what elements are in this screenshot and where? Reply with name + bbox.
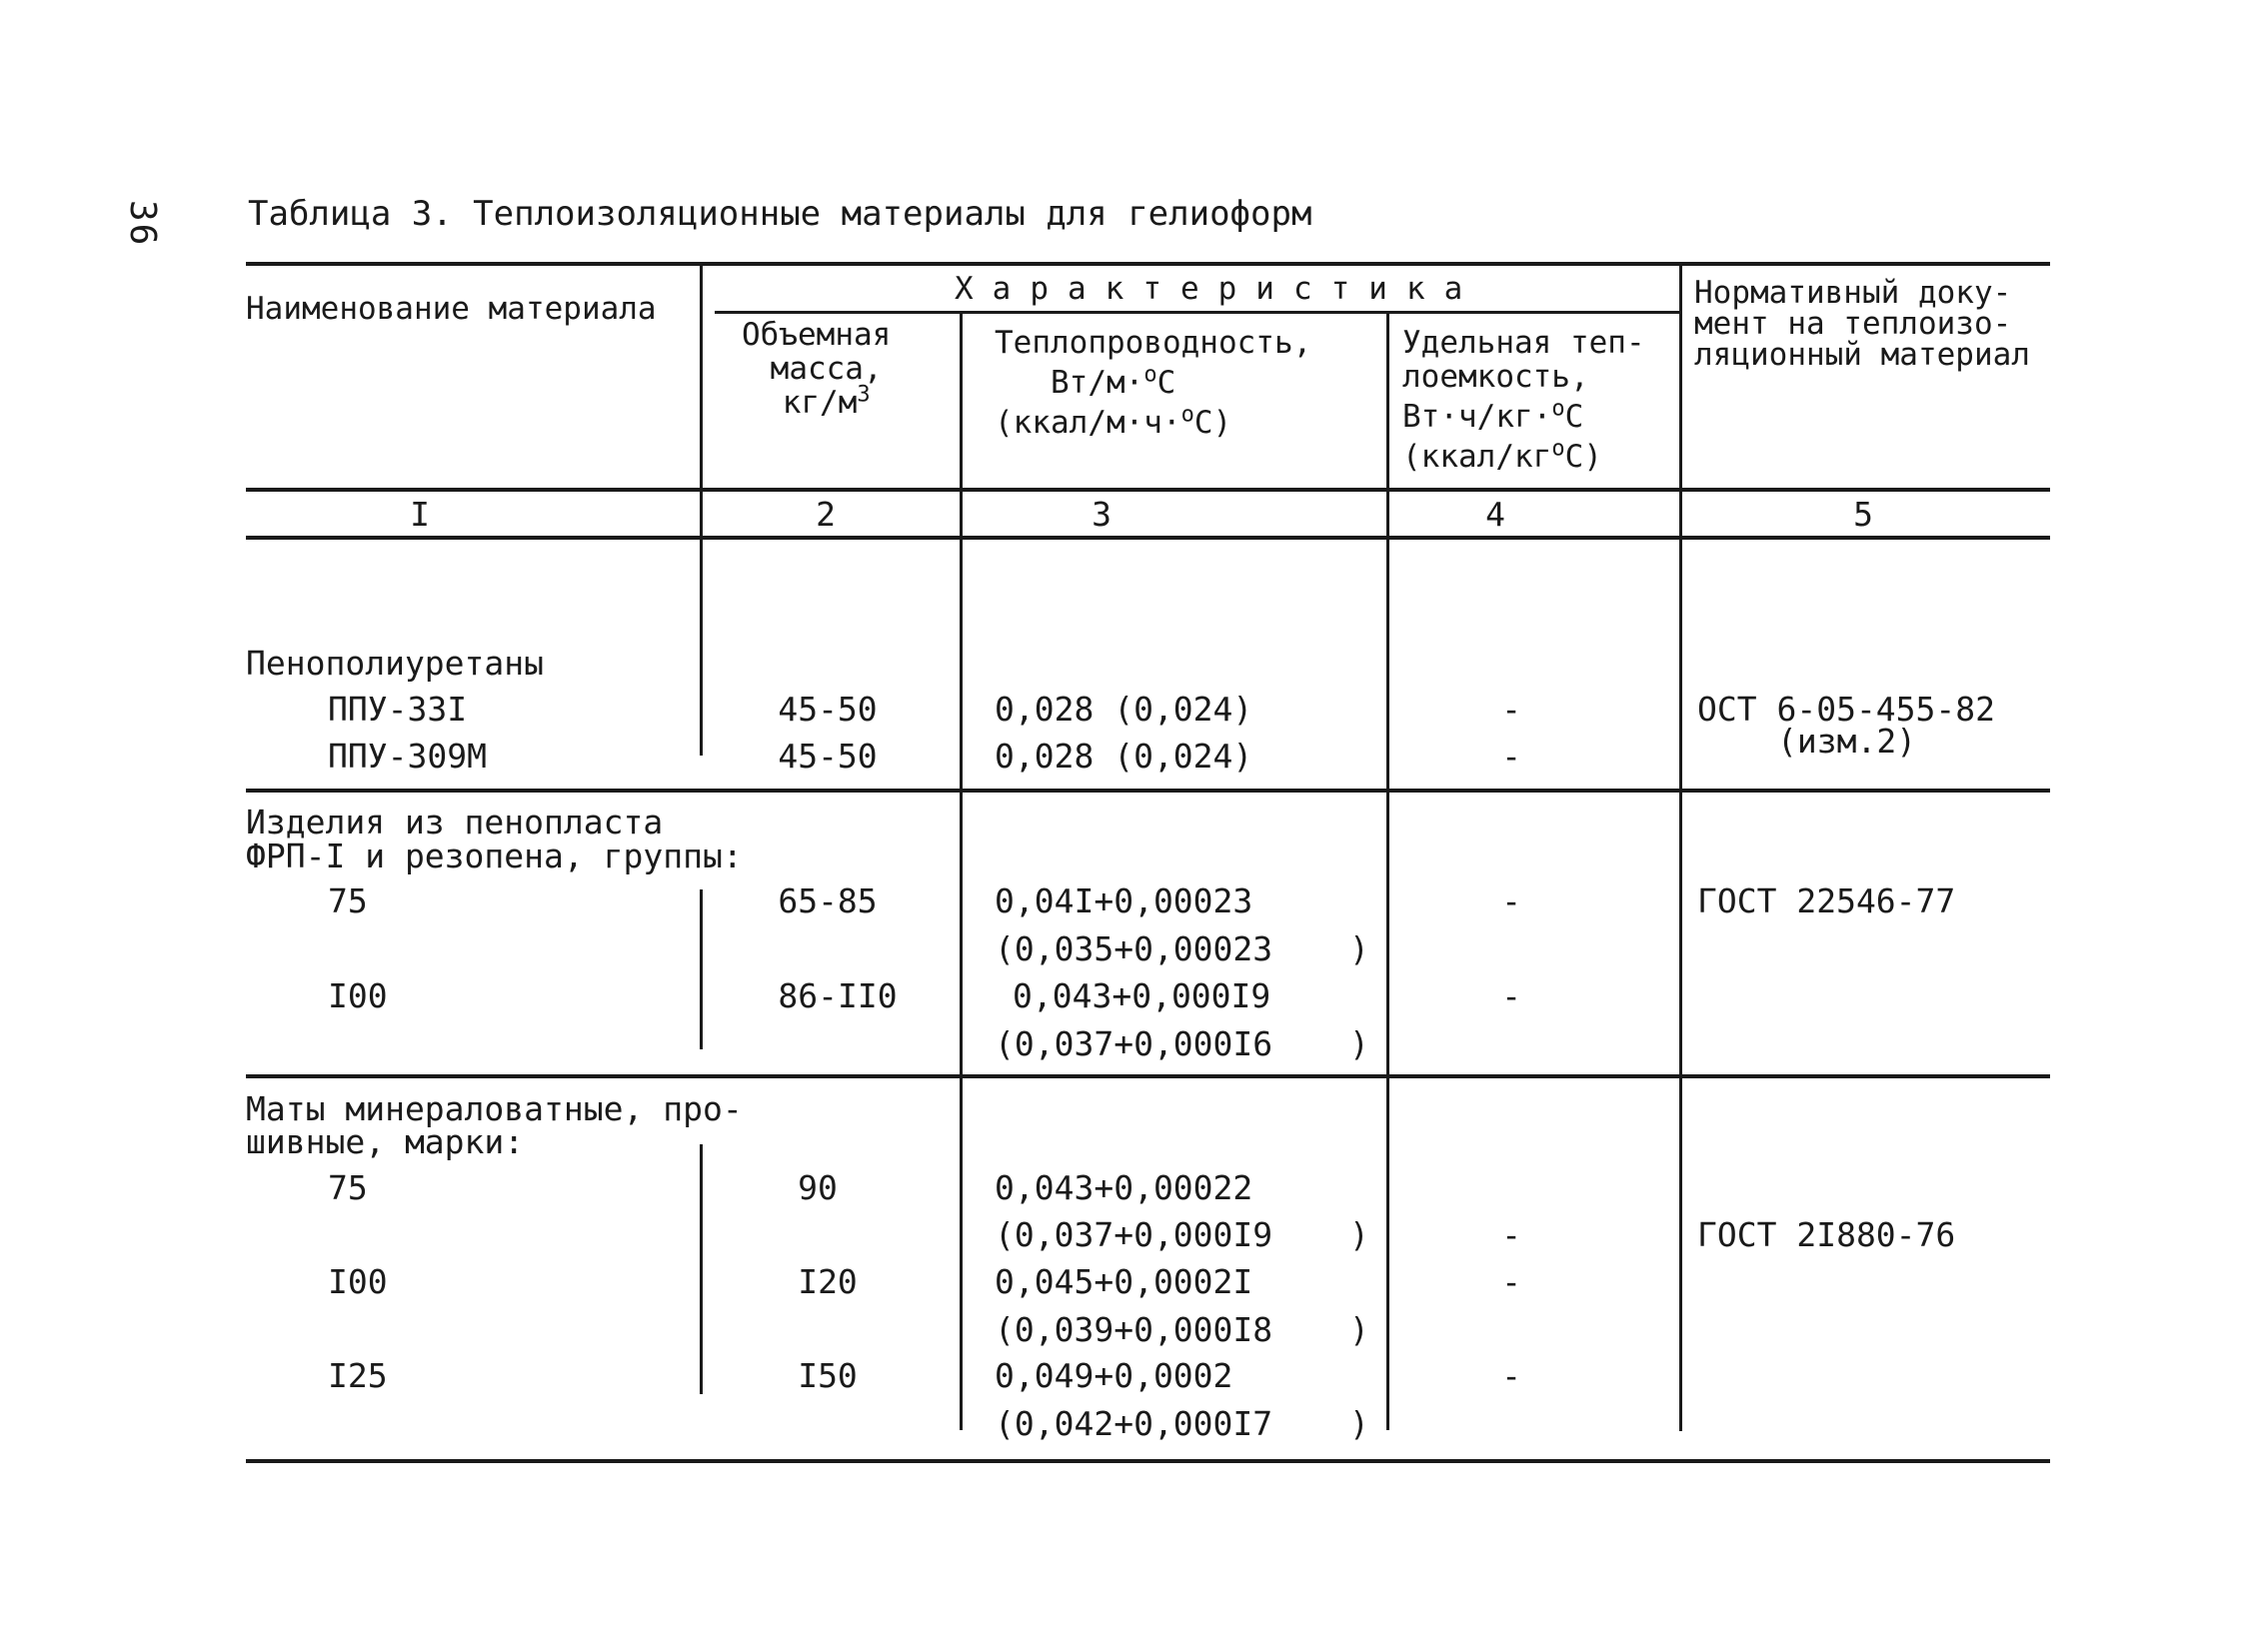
row-heat-capacity: - (1501, 976, 1521, 1015)
col-number-1: I (410, 495, 430, 534)
row-name: 75 (328, 1168, 368, 1207)
col-number-5: 5 (1853, 495, 1873, 534)
row-heat-capacity: - (1501, 1356, 1521, 1395)
row-name: 75 (328, 881, 368, 920)
row-name: I00 (328, 976, 388, 1015)
row-density: 86-II0 (778, 976, 898, 1015)
normative-doc: ОСТ 6-05-455-82 (1697, 690, 1996, 729)
row-name: I25 (328, 1356, 388, 1395)
col-divider-2 (960, 311, 963, 1430)
header-group-title: Характеристика (955, 271, 1482, 307)
closing-paren: ) (1349, 1310, 1369, 1349)
col-divider-1c (700, 1144, 703, 1394)
header-material-name: Наименование материала (246, 291, 657, 327)
row-heat-capacity: - (1501, 737, 1521, 776)
col-numbers-rule (246, 536, 2050, 540)
row-heat-capacity: - (1501, 690, 1521, 729)
row-density: 45-50 (778, 737, 878, 776)
group-title: ФРП-I и резопена, группы: (246, 836, 743, 875)
header-conductivity: Теплопроводность, Вт/м·$^о$С (ккал/м·ч·$^о$С) (995, 325, 1312, 442)
closing-paren: ) (1349, 929, 1369, 968)
row-conductivity: 0,043+0,000I9 (1013, 976, 1271, 1015)
row-conductivity-alt: (0,035+0,00023 (995, 929, 1273, 968)
header-heat-capacity: Удельная теп- лоемкость, Вт·ч/кг·$^о$С $(ккал/кг^оС)$ (1402, 325, 1645, 476)
header-bottom-rule (246, 488, 2050, 492)
row-name: ППУ-309М (328, 737, 487, 776)
row-conductivity: 0,043+0,00022 (995, 1168, 1253, 1207)
row-density: I50 (798, 1356, 858, 1395)
table-bottom-rule (246, 1459, 2050, 1463)
closing-paren: ) (1349, 1024, 1369, 1063)
col-divider-4 (1679, 262, 1682, 1431)
row-density: I20 (798, 1262, 858, 1301)
col-number-4: 4 (1485, 495, 1505, 534)
normative-doc-note: (изм.2) (1777, 722, 1917, 761)
row-heat-capacity: - (1501, 1262, 1521, 1301)
row-density: 90 (798, 1168, 838, 1207)
col-number-3: 3 (1092, 495, 1112, 534)
row-conductivity-alt: (0,042+0,000I7 (995, 1404, 1273, 1443)
row-conductivity-alt: (0,039+0,000I8 (995, 1310, 1273, 1349)
row-heat-capacity: - (1501, 1215, 1521, 1254)
closing-paren: ) (1349, 1404, 1369, 1443)
group-title: шивные, марки: (246, 1122, 525, 1161)
group-title: Пенополиуретаны (246, 644, 545, 683)
row-conductivity: 0,049+0,0002 (995, 1356, 1233, 1395)
row-density: 65-85 (778, 881, 878, 920)
normative-doc: ГОСТ 22546-77 (1697, 881, 1956, 920)
group2-bottom-rule (246, 1074, 2050, 1078)
closing-paren: ) (1349, 1215, 1369, 1254)
normative-doc: ГОСТ 2I880-76 (1697, 1215, 1956, 1254)
col-divider-1 (700, 266, 703, 756)
group-title: Изделия из пенопласта (246, 803, 664, 841)
row-name: ППУ-33I (328, 690, 468, 729)
row-conductivity-alt: (0,037+0,000I9 (995, 1215, 1273, 1254)
col-number-2: 2 (816, 495, 836, 534)
row-heat-capacity: - (1501, 881, 1521, 920)
row-conductivity: 0,028 (0,024) (995, 690, 1253, 729)
row-conductivity: 0,045+0,0002I (995, 1262, 1253, 1301)
group1-bottom-rule (246, 789, 2050, 793)
row-conductivity-alt: (0,037+0,000I6 (995, 1024, 1273, 1063)
header-density: Объемная масса, $кг/м^3$ (742, 317, 892, 422)
group-title: Маты минераловатные, про- (246, 1089, 743, 1128)
table-caption: Таблица 3. Теплоизоляционные материалы для гелиоформ (248, 194, 1312, 234)
group-header-rule (715, 311, 1679, 314)
row-density: 45-50 (778, 690, 878, 729)
col-divider-1b (700, 889, 703, 1049)
row-conductivity: 0,04I+0,00023 (995, 881, 1253, 920)
header-normative-doc: Нормативный доку- мент на теплоизо- ляционный материал (1694, 275, 2030, 373)
table-top-rule (246, 262, 2050, 266)
row-name: I00 (328, 1262, 388, 1301)
page-number: 36 (122, 200, 163, 248)
row-conductivity: 0,028 (0,024) (995, 737, 1253, 776)
col-divider-3 (1386, 311, 1389, 1430)
